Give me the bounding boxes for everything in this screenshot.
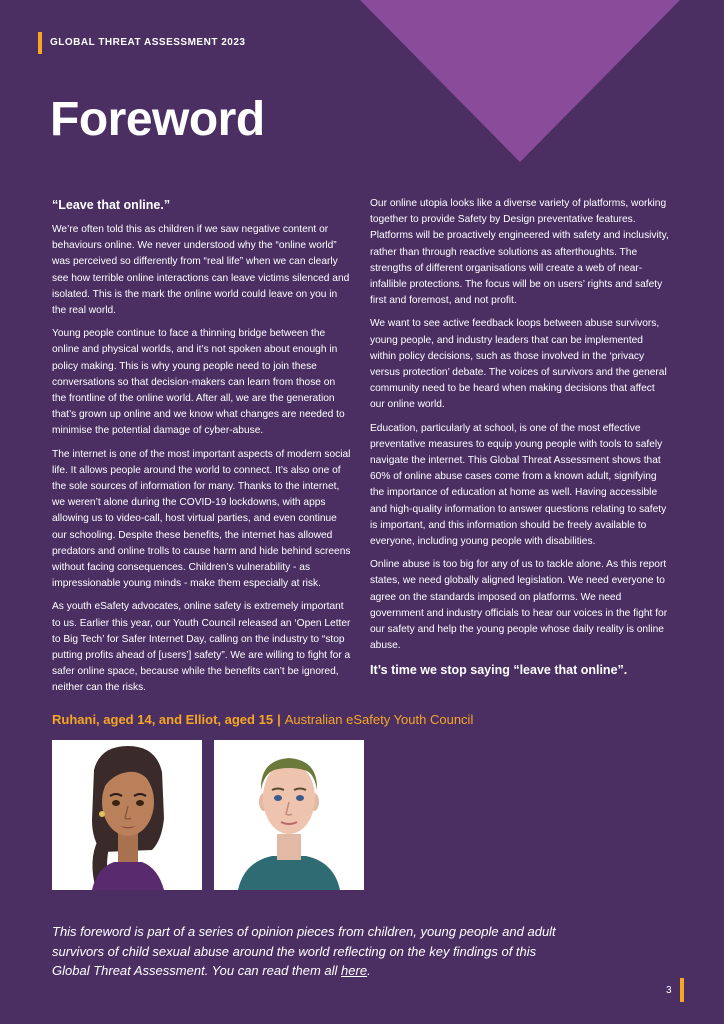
running-title: GLOBAL THREAT ASSESSMENT 2023 xyxy=(50,37,246,48)
left-paragraph-4: As youth eSafety advocates, online safety is extremely important to us. Earlier this year, our Youth Council released an ‘Open Letter to Big Tech’ for Safer Internet Day, calling on the industry to “stop putting profits ahead of [users’] safety”. We are willing to fight for a safer online space, because while the benefits can’t be ignored, neither can the risks. xyxy=(52,601,351,694)
header-accent-bar xyxy=(38,32,42,54)
author-organisation: Australian eSafety Youth Council xyxy=(284,712,474,727)
right-paragraph-2: We want to see active feedback loops between abuse survivors, young people, and industry leaders that can be implemented within policy decisions, such as those involved in the ‘privacy versus protection’ debate. The voices of survivors and the general community need to be heard when making decisions that affect our online world. xyxy=(370,318,667,411)
page-title: Foreword xyxy=(50,93,265,146)
left-column xyxy=(52,196,352,704)
read-all-link[interactable]: here xyxy=(341,963,368,978)
right-paragraph-3: Education, particularly at school, is one of the most effective preventative measures to equip young people with tools to safely navigate the internet. This Global Threat Assessment shows that 60% of online abuse cases come from a known adult, signifying the importance of education at home as well. Having accessible and high-quality information to answer questions relating to safety is important, and this information should be freely available to everyone, including young people with disabilities. xyxy=(370,422,667,548)
footer-note-end: . xyxy=(367,963,371,978)
decorative-triangle xyxy=(360,0,680,162)
left-paragraph-2: Young people continue to face a thinning bridge between the online and physical worlds, and it’s not spoken about enough in policy making. This is why young people need to join these conversations so that decision-makers can learn from those on the frontline of the online world. After all, we are the generation that’s grown up online and we know what changes are needed to minimise the potential damage of cyber-abuse. xyxy=(52,328,345,437)
left-paragraph-1: We’re often told this as children if we saw negative content or behaviours online. We never understood why the “online world” was perceived so differently from “real life” when we can clearly see how terrible online interactions can leave victims silenced and isolated. This is the mark the online world could leave on you in the real world. xyxy=(52,224,350,317)
portrait-ruhani-illustration xyxy=(52,740,202,890)
portrait-elliot-illustration xyxy=(214,740,364,890)
closing-statement: It’s time we stop saying “leave that online”. xyxy=(370,663,628,678)
right-paragraph-1: Our online utopia looks like a diverse variety of platforms, working together to provide Safety by Design preventative features. Platforms will be proactively engineered with safety and inclusivity, rather than through reactive solutions as afterthoughts. The strengths of different organisations will create a web of near-infallible protections. The focus will be on users’ rights and safety first and foremost, and not profit. xyxy=(370,198,669,307)
footer-note xyxy=(52,922,572,981)
page-number-accent-bar xyxy=(680,978,684,1002)
portrait-ruhani xyxy=(52,740,202,890)
lead-quote: “Leave that online.” xyxy=(52,198,171,212)
byline-separator: | xyxy=(277,712,281,727)
page-number: 3 xyxy=(666,985,672,996)
right-paragraph-4: Online abuse is too big for any of us to tackle alone. As this report states, we need globally aligned legislation. We need everyone to agree on the standards imposed on platforms. We need government and industry officials to hear our voices in the fight for our safety and help the young people whose daily reality is online abuse. xyxy=(370,559,668,652)
left-paragraph-3: The internet is one of the most important aspects of modern social life. It allows people around the world to connect. It’s also one of the sole sources of information for many. Thanks to the internet, we weren’t alone during the COVID-19 lockdowns, with apps allowing us to video-call, host virtual parties, and even continue our schooling. Despite these benefits, the internet has allowed predators and online trolls to cause harm and hide behind screens without facing consequences. Children’s vulnerability - as impressionable young minds - make them especially at risk. xyxy=(52,448,351,590)
author-names: Ruhani, aged 14, and Elliot, aged 15 xyxy=(52,712,274,727)
byline xyxy=(52,712,473,727)
portrait-elliot xyxy=(214,740,364,890)
footer-note-text: This foreword is part of a series of opinion pieces from children, young people and adult survivors of child sexual abuse around the world reflecting on the key findings of this Global Threat Assessment. You can read them all xyxy=(52,924,556,978)
right-column xyxy=(370,196,670,686)
